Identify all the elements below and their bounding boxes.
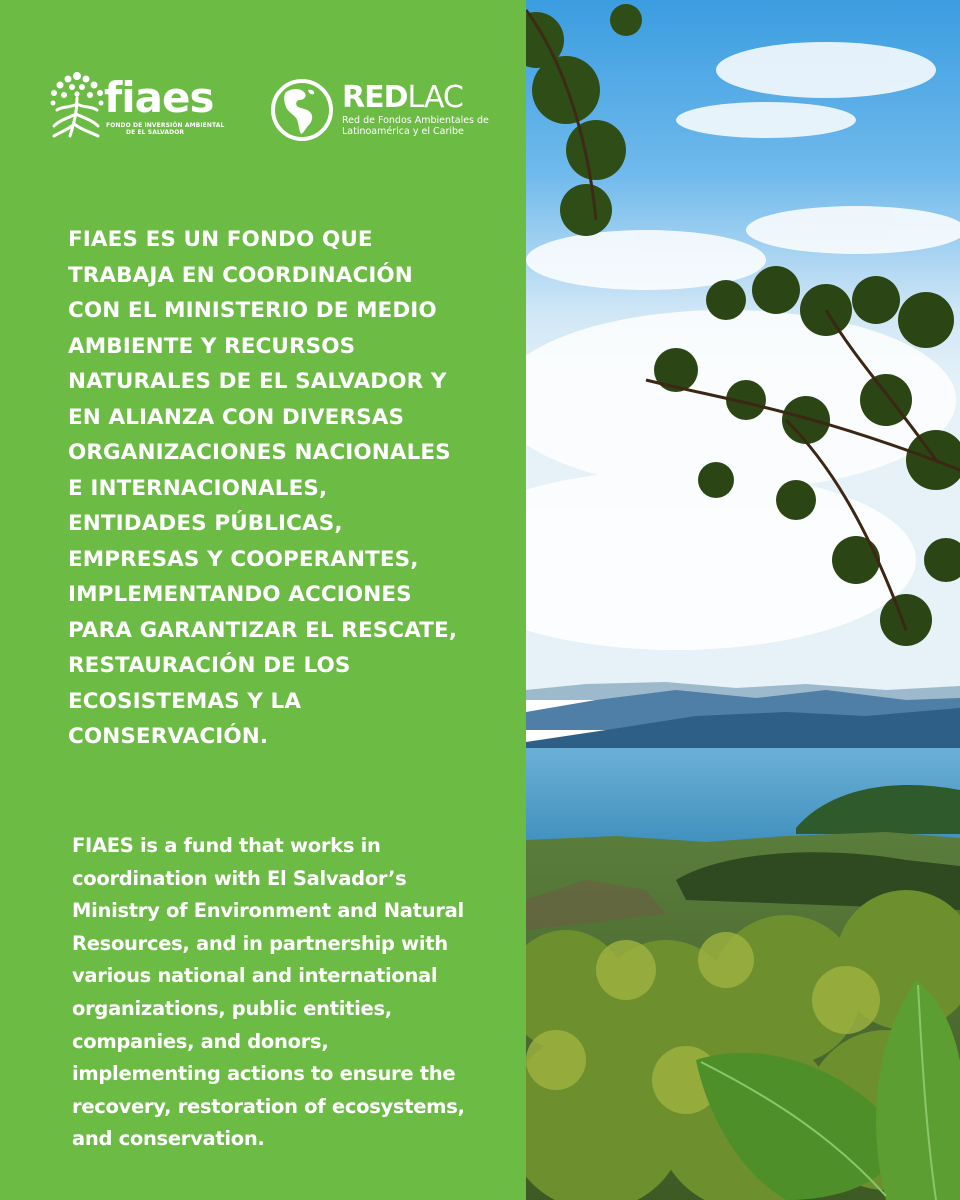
redlac-subtitle-line2: Latinoamérica y el Caribe bbox=[342, 126, 464, 137]
fiaes-tagline-line1: FONDO DE INVERSIÓN AMBIENTAL bbox=[106, 122, 225, 129]
redlac-name bbox=[342, 82, 463, 114]
fiaes-logo bbox=[48, 70, 228, 142]
english-description: FIAES is a fund that works in coordination with El Salvador’s Ministry of Environment and Natural Resources, and in partnership with various national and international organizations, public entities, companies, and donors, implementing actions to ensure the recovery, restoration of ecosystems, and conservation. bbox=[72, 834, 465, 1151]
lake-landscape-illustration bbox=[526, 0, 960, 1200]
redlac-subtitle-line1: Red de Fondos Ambientales de bbox=[342, 115, 489, 126]
landscape-photo bbox=[526, 0, 960, 1200]
fiaes-tree-icon bbox=[48, 70, 106, 140]
redlac-name-bold: RED bbox=[342, 80, 408, 115]
redlac-globe-icon bbox=[270, 78, 334, 142]
spanish-description: FIAES ES UN FONDO QUE TRABAJA EN COORDINACIÓN CON EL MINISTERIO DE MEDIO AMBIENTE Y RECURSOS NATURALES DE EL SALVADOR Y EN ALIANZA CON DIVERSAS ORGANIZACIONES NACIONALES E INTERNACIONALES, ENTIDADES PÚBLICAS, EMPRESAS Y COOPERANTES, IMPLEMENTANDO ACCIONES PARA GARANTIZAR EL RESCATE, RESTAURACIÓN DE LOS ECOSISTEMAS Y LA CONSERVACIÓN. bbox=[68, 227, 458, 749]
fiaes-wordmark: fiaes bbox=[104, 73, 214, 122]
fiaes-tagline-line2: DE EL SALVADOR bbox=[126, 129, 185, 136]
redlac-logo bbox=[270, 78, 489, 142]
redlac-name-light: LAC bbox=[407, 80, 463, 115]
